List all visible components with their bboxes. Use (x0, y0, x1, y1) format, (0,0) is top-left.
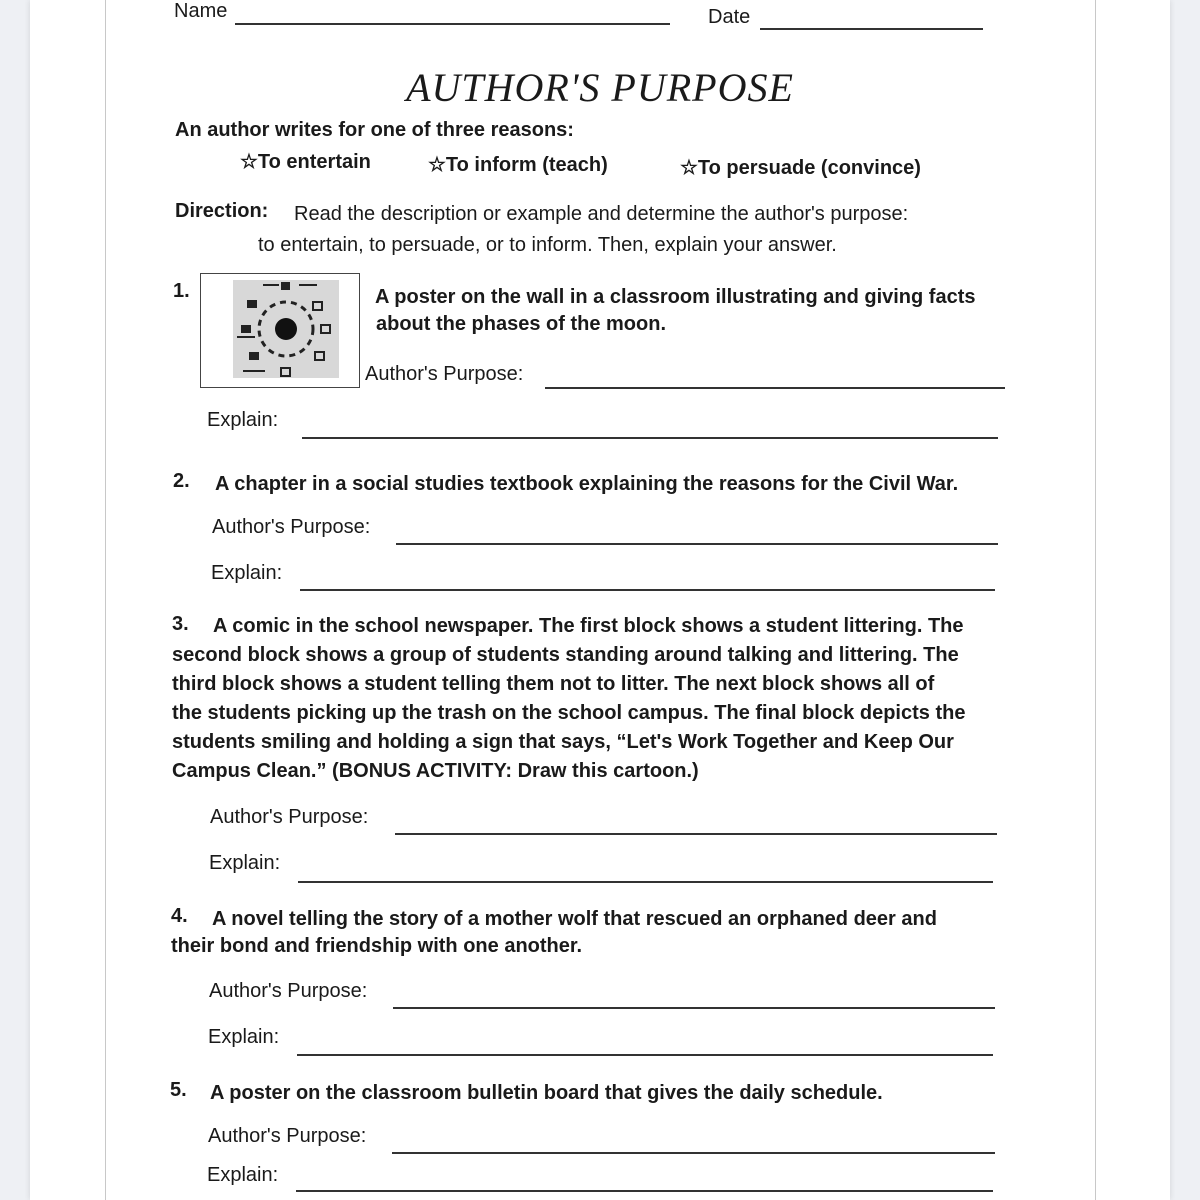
explain-field-4[interactable] (297, 1054, 993, 1056)
date-label: Date (708, 6, 751, 28)
question-5-number: 5. (170, 1079, 187, 1101)
question-3-line-3: third block shows a student telling them not to litter. The next block shows all of (172, 673, 935, 695)
explain-field-2[interactable] (300, 589, 995, 591)
question-4-line-2: their bond and friendship with one another. (171, 935, 583, 957)
purpose-field-1[interactable] (545, 387, 1005, 389)
explain-label-3: Explain: (209, 852, 281, 874)
worksheet-page (30, 0, 1170, 1200)
question-3-number: 3. (172, 613, 189, 635)
direction-line-2: to entertain, to persuade, or to inform. Then, explain your answer. (258, 234, 837, 256)
question-5-line-1: A poster on the classroom bulletin board that gives the daily schedule. (210, 1082, 883, 1104)
explain-label-5: Explain: (207, 1164, 279, 1186)
question-3-line-4: the students picking up the trash on the school campus. The final block depicts the (172, 702, 966, 724)
reason-persuade: ☆To persuade (convince) (680, 157, 921, 179)
moon-phases-diagram-icon (200, 273, 360, 388)
margin-line-right (1095, 0, 1096, 1200)
purpose-field-4[interactable] (393, 1007, 995, 1009)
question-4-number: 4. (171, 905, 188, 927)
purpose-field-3[interactable] (395, 833, 997, 835)
question-3-line-1: A comic in the school newspaper. The first block shows a student littering. The (213, 615, 964, 637)
question-1-line-2: about the phases of the moon. (376, 313, 667, 335)
explain-label-4: Explain: (208, 1026, 280, 1048)
purpose-label-5: Author's Purpose: (208, 1125, 367, 1147)
question-3-line-6: Campus Clean.” (BONUS ACTIVITY: Draw this cartoon.) (172, 760, 699, 782)
page-title: AUTHOR'S PURPOSE (406, 65, 794, 110)
name-field[interactable] (235, 23, 670, 25)
purpose-label-4: Author's Purpose: (209, 980, 368, 1002)
question-3-line-2: second block shows a group of students standing around talking and littering. The (172, 644, 959, 666)
explain-label-2: Explain: (211, 562, 283, 584)
reason-entertain: ☆To entertain (240, 151, 371, 173)
explain-field-5[interactable] (296, 1190, 993, 1192)
question-2-number: 2. (173, 470, 190, 492)
question-1-line-1: A poster on the wall in a classroom illustrating and giving facts (375, 286, 976, 308)
purpose-field-2[interactable] (396, 543, 998, 545)
purpose-field-5[interactable] (392, 1152, 995, 1154)
direction-line-1: Read the description or example and determine the author's purpose: (294, 203, 909, 225)
purpose-label-2: Author's Purpose: (212, 516, 371, 538)
explain-label-1: Explain: (207, 409, 279, 431)
question-1-number: 1. (173, 280, 190, 302)
purpose-label-3: Author's Purpose: (210, 806, 369, 828)
explain-field-1[interactable] (302, 437, 998, 439)
intro-text: An author writes for one of three reasons: (175, 119, 574, 141)
reason-inform: ☆To inform (teach) (428, 154, 608, 176)
margin-line-left (105, 0, 106, 1200)
explain-field-3[interactable] (298, 881, 993, 883)
question-4-line-1: A novel telling the story of a mother wolf that rescued an orphaned deer and (212, 908, 937, 930)
question-2-line-1: A chapter in a social studies textbook explaining the reasons for the Civil War. (215, 473, 959, 495)
date-field[interactable] (760, 28, 983, 30)
purpose-label-1: Author's Purpose: (365, 363, 524, 385)
question-3-line-5: students smiling and holding a sign that says, “Let's Work Together and Keep Our (172, 731, 954, 753)
direction-label: Direction: (175, 200, 269, 222)
name-label: Name (174, 0, 228, 22)
